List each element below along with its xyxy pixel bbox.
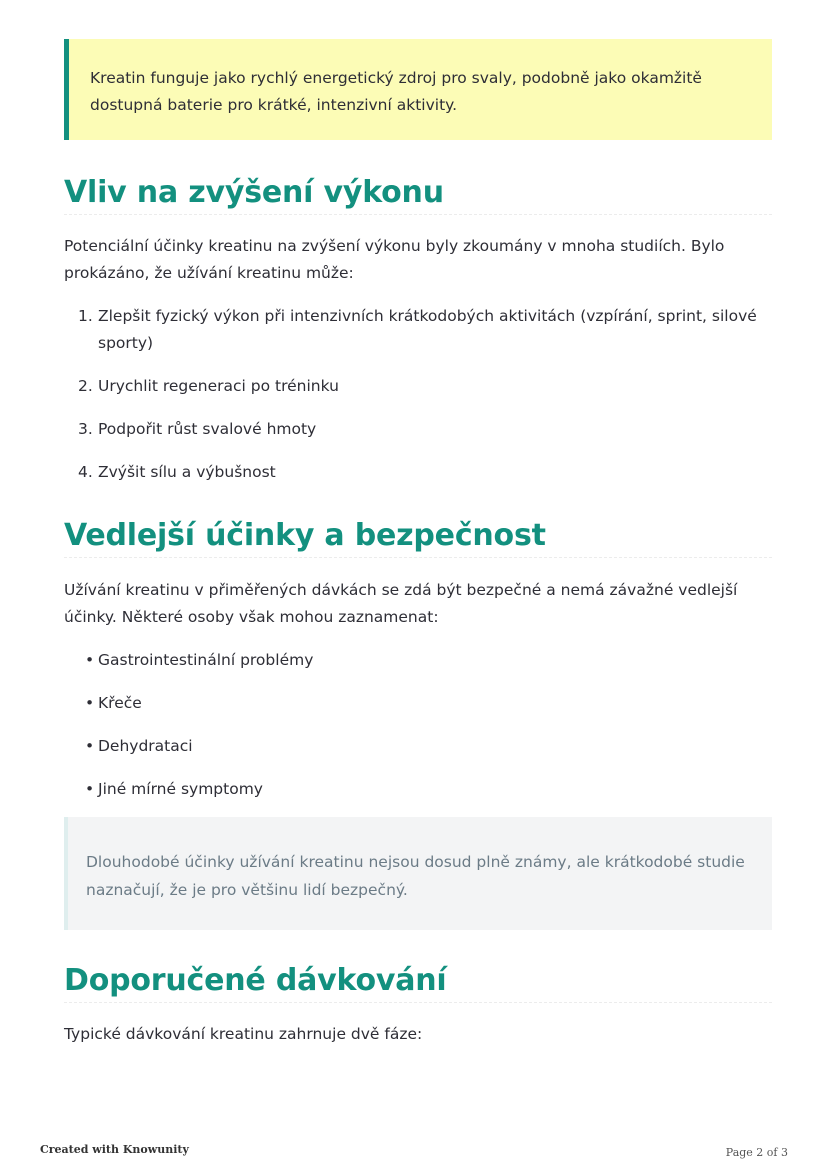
list-item-text: Zlepšit fyzický výkon při intenzivních krátkodobých aktivitách (vzpírání, sprint, silové sporty): [98, 307, 757, 352]
footer-created-with: Created with Knowunity: [40, 1143, 189, 1156]
list-item: [64, 690, 772, 717]
heading-side-effects: Vedlejší účinky a bezpečnost: [64, 516, 772, 558]
side-effects-list: [64, 647, 772, 819]
side-effects-paragraph: Užívání kreatinu v přiměřených dávkách se zdá být bezpečné a nemá závažné vedlejší účinky. Některé osoby však mohou zaznamenat:: [64, 581, 738, 626]
bullet-marker: •: [85, 780, 95, 798]
footer-page-number: Page 2 of 3: [725, 1146, 788, 1159]
dosage-paragraph: Typické dávkování kreatinu zahrnuje dvě fáze:: [64, 1025, 423, 1043]
intro-callout-text: Kreatin funguje jako rychlý energetický zdroj pro svaly, podobně jako okamžitě dostupná baterie pro krátké, intenzivní aktivity.: [90, 69, 702, 114]
list-marker: 1.: [78, 307, 93, 325]
list-item-text: Urychlit regeneraci po tréninku: [98, 377, 339, 395]
performance-paragraph: Potenciální účinky kreatinu na zvýšení výkonu byly zkoumány v mnoha studiích. Bylo prokázáno, že užívání kreatinu může:: [64, 237, 725, 282]
list-marker: 4.: [78, 463, 93, 481]
list-item: [64, 733, 772, 760]
list-item-text: Dehydrataci: [98, 737, 193, 755]
heading-dosage: Doporučené dávkování: [64, 961, 772, 1003]
bullet-marker: •: [85, 651, 95, 669]
performance-list: [64, 303, 772, 502]
list-item-text: Podpořit růst svalové hmoty: [98, 420, 317, 438]
safety-note-text: Dlouhodobé účinky užívání kreatinu nejsou dosud plně známy, ale krátkodobé studie naznačují, že je pro většinu lidí bezpečný.: [86, 853, 745, 899]
list-item-text: Jiné mírné symptomy: [98, 780, 263, 798]
list-item: [64, 303, 772, 357]
list-item: [64, 647, 772, 674]
safety-note-callout: [64, 817, 772, 930]
list-item-text: Gastrointestinální problémy: [98, 651, 314, 669]
list-item: [64, 459, 772, 486]
heading-performance: Vliv na zvýšení výkonu: [64, 173, 772, 215]
list-item: [64, 373, 772, 400]
intro-callout: [64, 39, 772, 140]
list-item: [64, 776, 772, 803]
list-marker: 3.: [78, 420, 93, 438]
bullet-marker: •: [85, 694, 95, 712]
list-marker: 2.: [78, 377, 93, 395]
bullet-marker: •: [85, 737, 95, 755]
list-item-text: Zvýšit sílu a výbušnost: [98, 463, 276, 481]
list-item-text: Křeče: [98, 694, 142, 712]
list-item: [64, 416, 772, 443]
